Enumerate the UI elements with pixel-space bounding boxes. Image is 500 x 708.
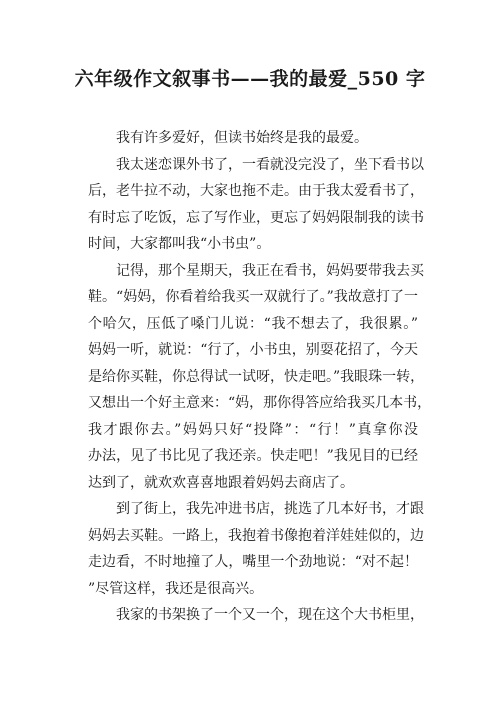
text-line: 有时忘了吃饭，忘了写作业，更忘了妈妈限制我的读书 xyxy=(88,209,424,226)
text-line: 到了街上，我先冲进书店，挑选了几本好书，才跟 xyxy=(116,501,424,517)
text-line: 我有许多爱好，但读书始终是我的最爱。 xyxy=(116,130,368,146)
text-line: 又想出一个好主意来：“妈，那你得答应给我买几本书， xyxy=(88,395,432,411)
text-line: 我家的书架换了一个又一个，现在这个大书柜里， xyxy=(116,607,424,623)
text-line: 妈妈去买鞋。一路上，我抱着书像抱着洋娃娃似的，边 xyxy=(88,527,424,544)
text-line: 我才跟你去。”妈妈只好“投降”：“行！”真拿你没 xyxy=(88,421,418,438)
text-line: 鞋。“妈妈，你看着给我买一双就行了。”我故意打了一 xyxy=(88,289,418,305)
text-line: 妈妈一听，就说：“行了，小书虫，别耍花招了，今天 xyxy=(88,342,418,358)
text-line: 走边看，不时地撞了人，嘴里一个劲地说：“对不起！ xyxy=(88,554,418,570)
text-line: 记得，那个星期天，我正在看书，妈妈要带我去买 xyxy=(116,262,424,279)
document-title: 六年级作文叙事书——我的最爱_550 字 xyxy=(74,68,426,90)
text-line: 是给你买鞋，你总得试一试呀，快走吧。”我眼珠一转， xyxy=(88,368,425,385)
text-line: 办法，见了书比见了我还亲。快走吧！”我见目的已经 xyxy=(88,448,418,464)
text-line: ”尽管这样，我还是很高兴。 xyxy=(88,580,264,597)
text-line: 我太迷恋课外书了，一看就没完没了，坐下看书以 xyxy=(116,156,424,173)
text-line: 达到了，就欢欢喜喜地跟着妈妈去商店了。 xyxy=(88,474,354,491)
text-line: 时间，大家都叫我“小书虫”。 xyxy=(88,236,271,252)
text-line: 后，老牛拉不动，大家也拖不走。由于我太爱看书了， xyxy=(88,183,424,199)
text-line: 个哈欠，压低了嗓门儿说：“我不想去了，我很累。” xyxy=(88,315,418,332)
